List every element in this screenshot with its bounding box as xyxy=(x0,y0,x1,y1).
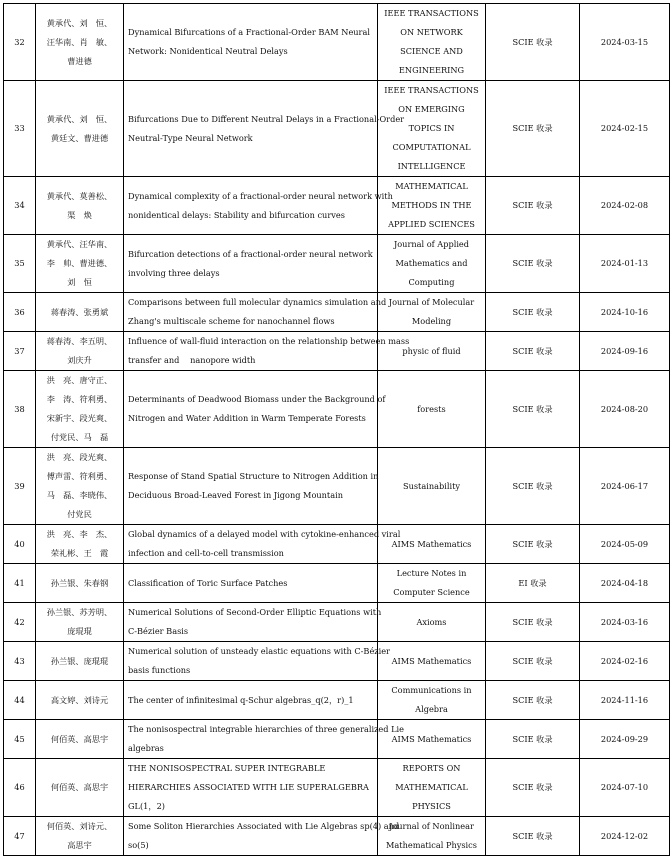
table-row xyxy=(4,448,670,525)
index-cell: SCIE 收录 xyxy=(486,603,580,642)
table-row xyxy=(4,720,670,759)
title-line: Deciduous Broad-Leaved Forest in Jigong Mountain xyxy=(128,490,343,500)
date-cell: 2024-05-09 xyxy=(580,525,670,564)
title-line: C-Bézier Basis xyxy=(128,626,189,636)
table-row xyxy=(4,293,670,332)
title-line: Neutral-Type Neural Network xyxy=(128,132,253,143)
journal-line: INTELLIGENCE xyxy=(397,161,466,171)
table-row xyxy=(4,681,670,720)
authors-cell xyxy=(36,720,124,759)
title-line: The center of infinitesimal q-Schur algebras_q(2，r)_1 xyxy=(128,694,354,705)
paper-title-cell xyxy=(124,681,378,720)
title-line: transfer and nanopore width xyxy=(128,355,256,365)
journal-cell xyxy=(378,642,486,681)
title-line: Classification of Toric Surface Patches xyxy=(128,577,288,588)
paper-title-cell xyxy=(124,564,378,603)
paper-title-cell xyxy=(124,642,390,681)
journal-cell xyxy=(378,817,486,856)
title-line: Influence of wall-fluid interaction on the relationship between mass xyxy=(128,336,410,346)
index-cell: SCIE 收录 xyxy=(486,525,580,564)
index-cell: SCIE 收录 xyxy=(486,371,580,448)
title-line: Comparisons between full molecular dynamics simulation and xyxy=(128,297,387,307)
date-cell: 2024-08-20 xyxy=(580,371,670,448)
journal-line: Communications in xyxy=(391,685,472,695)
author-line: 蒋春涛、张勇斌 xyxy=(50,306,109,317)
journal-line: ON EMERGING xyxy=(398,104,465,114)
author-line: 何佰英、刘诗元、 xyxy=(46,821,113,831)
date-cell: 2024-07-10 xyxy=(580,759,670,817)
title-line: THE NONISOSPECTRAL SUPER INTEGRABLE xyxy=(128,763,326,773)
authors-cell xyxy=(36,235,124,293)
authors-cell xyxy=(36,642,124,681)
journal-cell xyxy=(378,603,486,642)
table-row xyxy=(4,642,670,681)
paper-title-cell xyxy=(124,720,405,759)
author-line: 李 帅、曹进德、 xyxy=(46,258,113,268)
authors-cell xyxy=(36,332,124,371)
date-cell: 2024-01-13 xyxy=(580,235,670,293)
title-line: Bifurcations Due to Different Neutral Delays in a Fractional-Order xyxy=(128,113,405,124)
index-cell: SCIE 收录 xyxy=(486,4,580,81)
row-number: 38 xyxy=(4,371,36,448)
journal-line: Sustainability xyxy=(402,480,461,491)
author-line: 荣礼彬、王 霞 xyxy=(50,548,109,558)
row-number: 47 xyxy=(4,817,36,856)
title-line: nonidentical delays: Stability and bifurcation curves xyxy=(128,209,345,220)
author-line: 马 磊、李晓伟、 xyxy=(46,490,113,500)
row-number: 41 xyxy=(4,564,36,603)
author-line: 孙兰银、庞琨琨 xyxy=(50,655,109,666)
journal-line: Mathematics and xyxy=(395,258,468,268)
paper-title-cell xyxy=(124,235,378,293)
author-line: 李 涛、符利勇、 xyxy=(46,394,113,404)
journal-line: Computer Science xyxy=(393,587,470,597)
authors-cell xyxy=(36,681,124,720)
index-cell: SCIE 收录 xyxy=(486,720,580,759)
title-line: Numerical solution of unsteady elastic equations with C-Bézier xyxy=(128,646,390,656)
author-line: 高思宇 xyxy=(67,840,92,850)
publication-table-body xyxy=(4,4,670,856)
row-number: 34 xyxy=(4,177,36,235)
journal-line: AIMS Mathematics xyxy=(391,655,472,666)
title-line: Bifurcation detections of a fractional-order neural network xyxy=(128,248,373,259)
date-cell: 2024-12-02 xyxy=(580,817,670,856)
table-row xyxy=(4,525,670,564)
journal-line: APPLIED SCIENCES xyxy=(388,219,475,229)
title-line: HIERARCHIES ASSOCIATED WITH LIE SUPERALGEBRA xyxy=(128,782,369,792)
journal-line: AIMS Mathematics xyxy=(391,538,472,549)
author-line: 何佰英、高思宇 xyxy=(50,733,109,744)
author-line: 黄承代、刘 恒、 xyxy=(46,113,113,124)
journal-cell xyxy=(378,448,486,525)
row-number: 46 xyxy=(4,759,36,817)
paper-title-cell xyxy=(124,603,382,642)
row-number: 35 xyxy=(4,235,36,293)
journal-cell xyxy=(378,371,486,448)
date-cell: 2024-06-17 xyxy=(580,448,670,525)
journal-cell xyxy=(378,177,486,235)
row-number: 33 xyxy=(4,81,36,177)
title-line: Network: Nonidentical Neutral Delays xyxy=(128,46,288,56)
journal-line: AIMS Mathematics xyxy=(391,733,472,744)
journal-line: IEEE TRANSACTIONS xyxy=(384,85,479,95)
table-row xyxy=(4,564,670,603)
journal-line: MATHEMATICAL xyxy=(395,181,468,191)
journal-line: ON NETWORK xyxy=(400,27,463,37)
journal-cell xyxy=(378,564,486,603)
authors-cell xyxy=(36,177,124,235)
table-row xyxy=(4,817,670,856)
author-line: 庞琨琨 xyxy=(67,626,92,636)
journal-line: MATHEMATICAL xyxy=(395,782,468,792)
index-cell: SCIE 收录 xyxy=(486,332,580,371)
author-line: 宋新宇、段光爽、 xyxy=(46,413,113,423)
paper-title-cell xyxy=(124,448,378,525)
index-cell: SCIE 收录 xyxy=(486,642,580,681)
title-line: GL(1，2) xyxy=(128,801,165,811)
authors-cell xyxy=(36,564,124,603)
authors-cell xyxy=(36,759,124,817)
title-line: Some Soliton Hierarchies Associated with Lie Algebras sp(4) and xyxy=(128,821,400,831)
journal-line: Algebra xyxy=(415,704,448,714)
paper-title-cell xyxy=(124,81,405,177)
index-cell: SCIE 收录 xyxy=(486,81,580,177)
author-line: 汪华南、肖 敏、 xyxy=(46,36,113,47)
journal-cell xyxy=(378,681,486,720)
row-number: 42 xyxy=(4,603,36,642)
table-row xyxy=(4,759,670,817)
journal-line: IEEE TRANSACTIONS xyxy=(384,8,479,18)
date-cell: 2024-02-15 xyxy=(580,81,670,177)
row-number: 32 xyxy=(4,4,36,81)
date-cell: 2024-10-16 xyxy=(580,293,670,332)
journal-cell xyxy=(378,4,486,81)
index-cell: SCIE 收录 xyxy=(486,817,580,856)
authors-cell xyxy=(36,603,124,642)
journal-line: METHODS IN THE xyxy=(391,200,472,210)
paper-title-cell xyxy=(124,817,400,856)
journal-line: Computing xyxy=(408,277,455,287)
row-number: 44 xyxy=(4,681,36,720)
index-cell: SCIE 收录 xyxy=(486,681,580,720)
journal-line: forests xyxy=(417,403,446,414)
title-line: basis functions xyxy=(128,665,191,675)
author-line: 洪 亮、唐守正、 xyxy=(46,375,113,385)
date-cell: 2024-02-16 xyxy=(580,642,670,681)
author-line: 黄承代、莫善松、 xyxy=(46,190,113,201)
title-line: Zhang's multiscale scheme for nanochannel flows xyxy=(128,316,335,326)
table-row xyxy=(4,81,670,177)
author-line: 蒋春涛、李五明、 xyxy=(46,336,113,346)
index-cell: SCIE 收录 xyxy=(486,293,580,332)
journal-cell xyxy=(378,235,486,293)
date-cell: 2024-03-15 xyxy=(580,4,670,81)
authors-cell xyxy=(36,525,124,564)
table-row xyxy=(4,603,670,642)
paper-title-cell xyxy=(124,371,386,448)
author-line: 曹进德 xyxy=(67,55,92,66)
journal-line: Lecture Notes in xyxy=(396,568,467,578)
author-line: 黄承代、刘 恒、 xyxy=(46,17,113,28)
table-row xyxy=(4,4,670,81)
index-cell: SCIE 收录 xyxy=(486,759,580,817)
paper-title-cell xyxy=(124,759,378,817)
title-line: Nitrogen and Water Addition in Warm Temperate Forests xyxy=(128,413,366,423)
title-line: The nonisospectral integrable hierarchies of three generalized Lie xyxy=(128,724,405,734)
paper-title-cell xyxy=(124,177,393,235)
title-line: infection and cell-to-cell transmission xyxy=(128,548,284,558)
paper-title-cell xyxy=(124,525,401,564)
table-row xyxy=(4,332,670,371)
authors-cell xyxy=(36,817,124,856)
author-line: 傅声雷、符利勇、 xyxy=(46,471,113,481)
row-number: 45 xyxy=(4,720,36,759)
row-number: 40 xyxy=(4,525,36,564)
authors-cell xyxy=(36,448,124,525)
author-line: 孙兰银、朱春钢 xyxy=(50,577,109,588)
authors-cell xyxy=(36,293,124,332)
author-line: 渠 焕 xyxy=(67,209,92,220)
title-line: so(5) xyxy=(128,840,149,850)
date-cell: 2024-03-16 xyxy=(580,603,670,642)
title-line: Response of Stand Spatial Structure to Nitrogen Addition in xyxy=(128,471,379,481)
journal-line: PHYSICS xyxy=(412,801,451,811)
journal-line: REPORTS ON xyxy=(402,763,461,773)
table-row xyxy=(4,371,670,448)
title-line: Dynamical complexity of a fractional-order neural network with xyxy=(128,190,393,201)
journal-line: Journal of Molecular xyxy=(388,297,475,307)
author-line: 黄承代、汪华南、 xyxy=(46,239,113,249)
journal-line: Journal of Nonlinear xyxy=(389,821,474,831)
author-line: 何佰英、高思宇 xyxy=(50,782,109,792)
author-line: 洪 亮、段光爽、 xyxy=(46,452,113,462)
index-cell: EI 收录 xyxy=(486,564,580,603)
table-row xyxy=(4,235,670,293)
index-cell: SCIE 收录 xyxy=(486,448,580,525)
journal-line: Axioms xyxy=(416,616,447,627)
author-line: 黄廷文、曹进德 xyxy=(50,132,109,143)
journal-line: SCIENCE AND xyxy=(400,46,463,56)
row-number: 36 xyxy=(4,293,36,332)
date-cell: 2024-09-29 xyxy=(580,720,670,759)
paper-title-cell xyxy=(124,332,410,371)
authors-cell xyxy=(36,4,124,81)
journal-line: Mathematical Physics xyxy=(386,840,477,850)
title-line: Global dynamics of a delayed model with cytokine-enhanced viral xyxy=(128,529,401,539)
journal-line: Journal of Applied xyxy=(393,239,470,249)
journal-line: ENGINEERING xyxy=(398,65,465,75)
title-line: Numerical Solutions of Second-Order Elliptic Equations with xyxy=(128,607,382,617)
author-line: 付党民、马 磊 xyxy=(50,432,109,442)
authors-cell xyxy=(36,81,124,177)
paper-title-cell xyxy=(124,293,387,332)
author-line: 孙兰银、苏芳明、 xyxy=(46,607,113,617)
index-cell: SCIE 收录 xyxy=(486,235,580,293)
title-line: Determinants of Deadwood Biomass under the Background of xyxy=(128,394,386,404)
title-line: involving three delays xyxy=(128,267,220,278)
row-number: 43 xyxy=(4,642,36,681)
row-number: 37 xyxy=(4,332,36,371)
date-cell: 2024-09-16 xyxy=(580,332,670,371)
row-number: 39 xyxy=(4,448,36,525)
table-row xyxy=(4,177,670,235)
author-line: 高文婷、刘诗元 xyxy=(50,694,109,705)
title-line: Dynamical Bifurcations of a Fractional-Order BAM Neural xyxy=(128,27,370,37)
author-line: 刘 恒 xyxy=(67,277,92,287)
date-cell: 2024-04-18 xyxy=(580,564,670,603)
journal-line: TOPICS IN xyxy=(408,123,455,133)
author-line: 刘庆升 xyxy=(67,355,92,365)
authors-cell xyxy=(36,371,124,448)
journal-line: COMPUTATIONAL xyxy=(392,142,471,152)
date-cell: 2024-02-08 xyxy=(580,177,670,235)
publication-table xyxy=(3,3,670,856)
title-line: algebras xyxy=(128,743,164,753)
author-line: 付党民 xyxy=(67,509,92,519)
journal-line: Modeling xyxy=(411,316,452,326)
date-cell: 2024-11-16 xyxy=(580,681,670,720)
paper-title-cell xyxy=(124,4,378,81)
index-cell: SCIE 收录 xyxy=(486,177,580,235)
journal-cell xyxy=(378,81,486,177)
journal-line: physic of fluid xyxy=(402,345,461,356)
journal-cell xyxy=(378,293,486,332)
author-line: 洪 亮、李 杰、 xyxy=(46,529,113,539)
journal-cell xyxy=(378,759,486,817)
